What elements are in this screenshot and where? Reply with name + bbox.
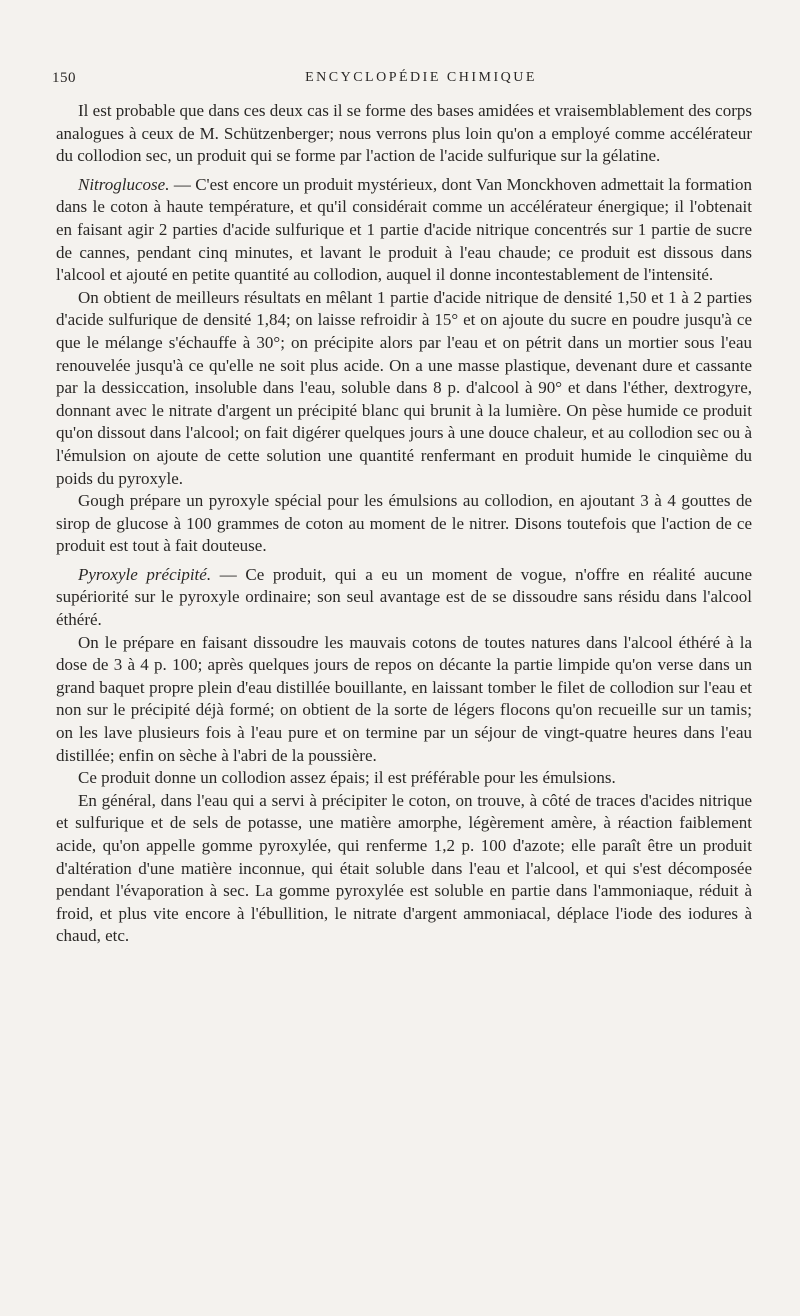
paragraph-6: On le prépare en faisant dissoudre les mauvais cotons de toutes natures dans l'alcool éthéré à la dose de 3 à 4 p. 100; après quelques jours de repos on décante la partie limpide qu'on verse dans un grand baquet propre plein d'eau distillée bouillante, en laissant tomber le filet de collodion sur l'eau et non sur le précipité déjà formé; on obtient de la sorte de légers flocons qu'on recueille sur un tamis; on les lave plusieurs fois à l'eau pure et on termine par un séjour de vingt-quatre heures dans l'eau distillée; enfin on sèche à l'abri de la poussière. bbox=[56, 632, 752, 765]
body-text bbox=[56, 100, 752, 948]
page-header bbox=[52, 66, 750, 92]
paragraph-pyroxyle bbox=[56, 564, 752, 632]
paragraph-7: Ce produit donne un collodion assez épais; il est préférable pour les émulsions. bbox=[78, 768, 616, 788]
paragraph-pyroxyle-text: — Ce produit, qui a eu un moment de vogue, n'offre en réalité aucune supériorité sur le pyroxyle ordinaire; son seul avantage est de se dissoudre sans résidu dans l'alcool éthéré. bbox=[56, 564, 753, 630]
paragraph-nitroglucose bbox=[56, 174, 752, 287]
paragraph-1: Il est probable que dans ces deux cas il se forme des bases amidées et vraisemblablement des corps analogues à ceux de M. Schützenberger; nous verrons plus loin qu'on a employé comme accélérateur du collodion sec, un produit qui se forme par l'action de l'acide sulfurique sur la gélatine. bbox=[56, 101, 752, 166]
paragraph-4: Gough prépare un pyroxyle spécial pour les émulsions au collodion, en ajoutant 3 à 4 gouttes de sirop de glucose à 100 grammes de coton au moment de le nitrer. Disons toutefois que l'action de ce produit est tout à fait douteuse. bbox=[56, 491, 752, 556]
paragraph-3: On obtient de meilleurs résultats en mêlant 1 partie d'acide nitrique de densité 1,50 et 1 à 2 parties d'acide sulfurique de densité 1,84; on laisse refroidir à 15° et on ajoute du sucre en poudre jusqu'à ce que le mélange s'échauffe à 30°; on précipite alors par l'eau et on pétrit dans un mortier sous l'eau renouvelée jusqu'à ce qu'elle ne soit plus acide. On a une masse plastique, devenant dure et cassante par la dessiccation, insoluble dans l'eau, soluble dans 8 p. d'alcool à 90° et dans l'éther, dextrogyre, donnant avec le nitrate d'argent un précipité blanc qui brunit à la lumière. On pèse humide ce produit qu'on dissout dans l'alcool; on fait digérer quelques jours à une douce chaleur, et au collodion sec ou à l'émulsion on ajoute de cette solution une quantité renfermant en produit humide le cinquième du poids du pyroxyle. bbox=[56, 287, 752, 488]
page-number: 150 bbox=[52, 70, 76, 86]
paragraph-nitroglucose-text: — C'est encore un produit mystérieux, dont Van Monckhoven admettait la formation dans le coton à haute température, et qu'il considérait comme un accélérateur énergique; il l'obtenait en faisant agir 2 parties d'acide sulfurique et 1 partie d'acide nitrique concentrés sur 1 partie de sucre de cannes, pendant cinq minutes, et lavant le produit à l'eau chaude; ce produit est dissous dans l'alcool et ajouté en petite quantité au collodion, auquel il donne incontestablement de l'intensité. bbox=[56, 174, 752, 285]
running-title: ENCYCLOPÉDIE CHIMIQUE bbox=[305, 70, 537, 85]
paragraph-8: En général, dans l'eau qui a servi à précipiter le coton, on trouve, à côté de traces d'acides nitrique et sulfurique et de sels de potasse, une matière amorphe, légèrement amère, à réaction faiblement acide, qu'on appelle gomme pyroxylée, qui renferme 1,2 p. 100 d'azote; elle paraît être un produit d'altération d'une matière inconnue, qui était soluble dans l'eau et l'alcool, et qui s'est décomposée pendant l'évaporation à sec. La gomme pyroxylée est soluble en partie dans l'ammoniaque, réduit à froid, et plus vite encore à l'ébullition, le nitrate d'argent ammoniacal, déplace l'iode des iodures à chaud, etc. bbox=[56, 790, 752, 946]
section-title-pyroxyle: Pyroxyle précipité. bbox=[78, 564, 212, 584]
section-title-nitroglucose: Nitroglucose. bbox=[78, 174, 170, 194]
